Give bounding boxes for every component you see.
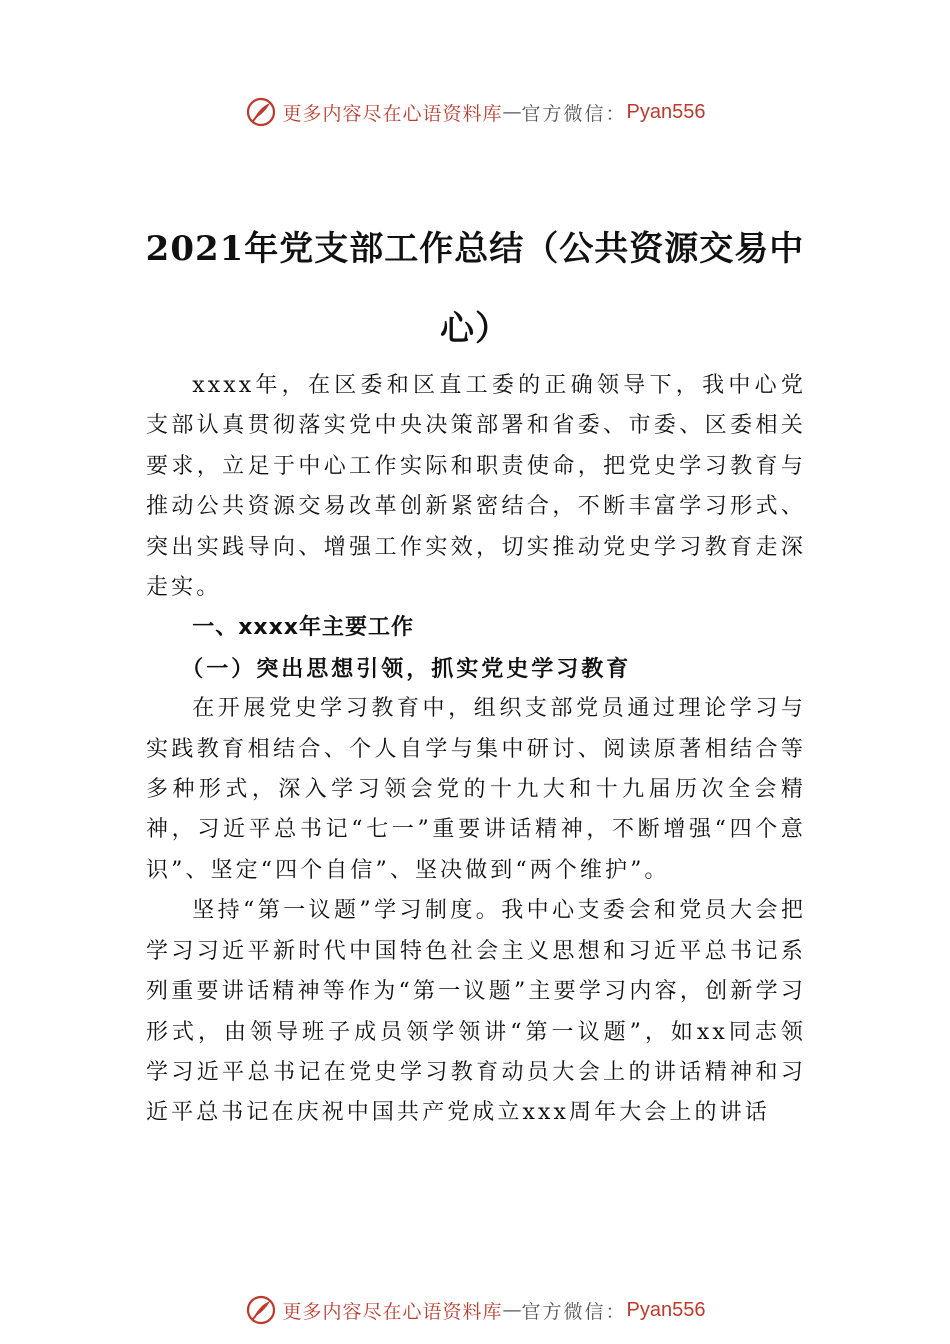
watermark-header xyxy=(0,92,950,132)
body-paragraph: 坚持“第一议题”学习制度。我中心支委会和党员大会把学习习近平新时代中国特色社会主义思想和习近平总书记系列重要讲话精神等作为“第一议题”主要学习内容，创新学习形式，由领导班子成员领学领讲“第一议题”，如xx同志领学习近平总书记在党史学习教育动员大会上的讲话精神和习近平总书记在庆祝中国共产党成立xxx周年大会上的讲话 xyxy=(146,898,806,1126)
quill-logo-icon xyxy=(245,96,277,128)
watermark-footer xyxy=(0,1290,950,1330)
section-heading: 一、xxxx年主要工作 xyxy=(192,615,414,641)
document-title: 2021年党支部工作总结（公共资源交易中心） xyxy=(145,228,805,349)
watermark-separator: — xyxy=(502,101,522,123)
watermark-brand-text: 更多内容尽在心语资料库 xyxy=(282,1300,503,1323)
watermark-brand-text: 更多内容尽在心语资料库 xyxy=(282,102,503,125)
subsection-heading: （一）突出思想引领，抓实党史学习教育 xyxy=(181,655,632,682)
watermark-wechat-label: 官方微信： xyxy=(521,102,627,125)
quill-logo-icon xyxy=(245,1294,277,1326)
watermark-separator: — xyxy=(502,1299,522,1321)
intro-paragraph: xxxx年，在区委和区直工委的正确领导下，我中心党支部认真贯彻落实党中央决策部署和省委、市委、区委相关要求，立足于中心工作实际和职责使命，把党史学习教育与推动公共资源交易改革创新紧密结合，不断丰富学习形式、突出实践导向、增强工作实效，切实推动党史学习教育走深走实。 xyxy=(146,373,806,601)
watermark-wechat-id: Pyan556 xyxy=(626,100,706,123)
body-paragraph: 在开展党史学习教育中，组织支部党员通过理论学习与实践教育相结合、个人自学与集中研讨、阅读原著相结合等多种形式，深入学习领会党的十九大和十九届历次全会精神，习近平总书记“七一”重要讲话精神，不断增强“四个意识”、坚定“四个自信”、坚决做到“两个维护”。 xyxy=(146,696,806,883)
watermark-wechat-label: 官方微信： xyxy=(521,1300,627,1323)
document-body xyxy=(146,366,806,1134)
watermark-wechat-id: Pyan556 xyxy=(626,1298,706,1321)
